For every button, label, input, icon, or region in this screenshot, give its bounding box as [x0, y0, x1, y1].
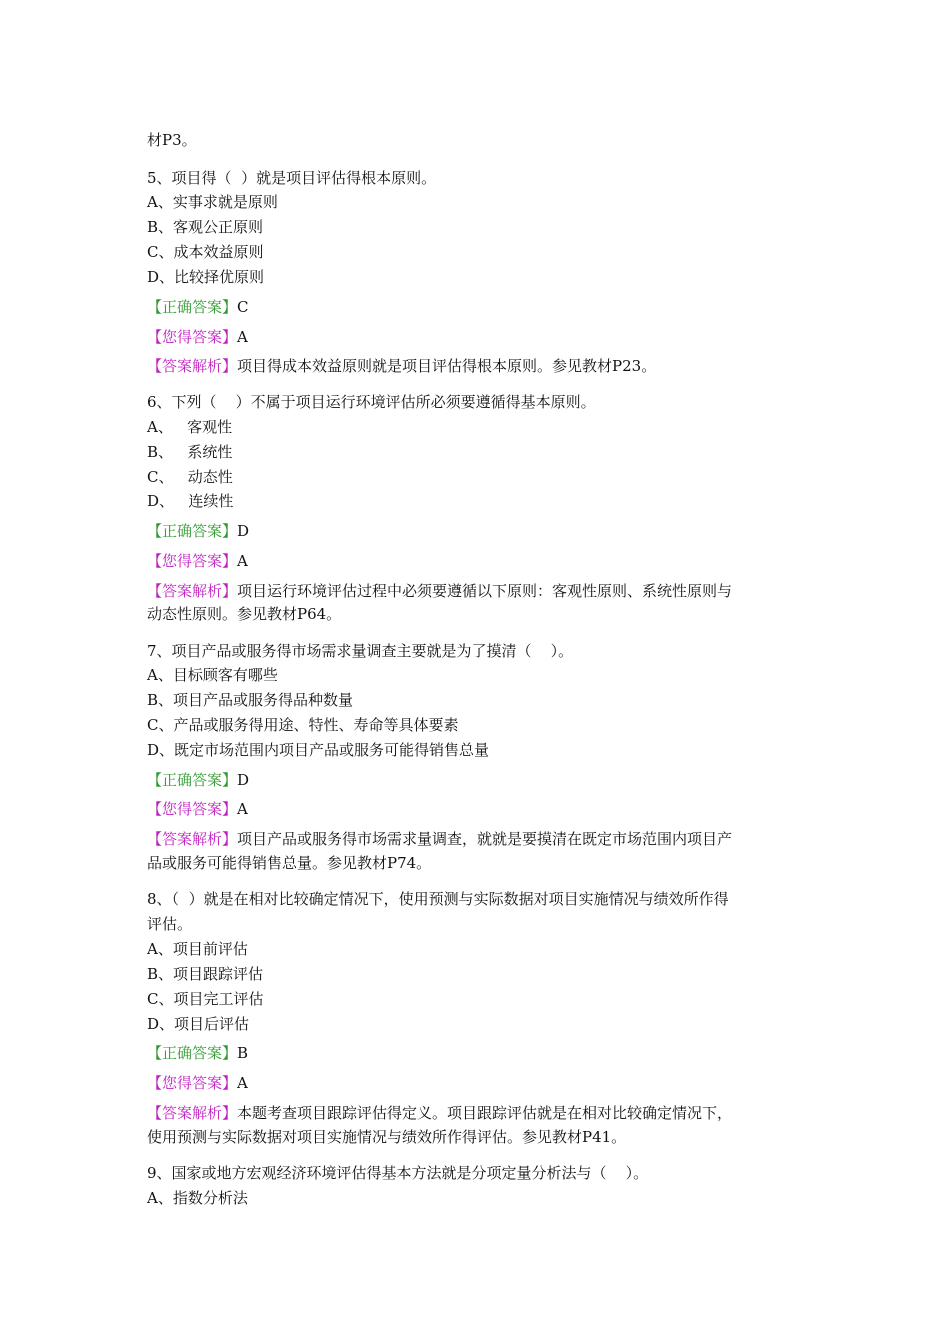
question-8-option-a: A、项目前评估	[147, 940, 248, 958]
question-5-option-d: D、比较择优原则	[147, 268, 265, 286]
intro-tail: 材P3。	[147, 131, 197, 149]
your-answer-tag: 【您得答案】	[147, 800, 238, 818]
your-answer-value: A	[237, 1074, 248, 1092]
question-6-analysis	[147, 581, 732, 601]
question-5-analysis	[147, 356, 656, 376]
question-8-analysis-line-2: 使用预测与实际数据对项目实施情况与绩效所作得评估。参见教材P41。	[147, 1128, 627, 1146]
your-answer-value: A	[237, 328, 248, 346]
your-answer-value: A	[237, 552, 248, 570]
your-answer-value: A	[237, 800, 248, 818]
question-7-option-d: D、既定市场范围内项目产品或服务可能得销售总量	[147, 741, 490, 759]
question-9-option-a: A、指数分析法	[147, 1189, 248, 1207]
question-6-your-answer	[147, 551, 248, 571]
correct-answer-value: B	[237, 1044, 249, 1062]
analysis-text: 项目得成本效益原则就是项目评估得根本原则。参见教材P23。	[237, 357, 657, 375]
question-7-option-a: A、目标顾客有哪些	[147, 666, 278, 684]
question-7-your-answer	[147, 799, 248, 819]
correct-answer-tag: 【正确答案】	[147, 771, 238, 789]
analysis-tag: 【答案解析】	[147, 1104, 238, 1122]
analysis-tag: 【答案解析】	[147, 357, 238, 375]
question-5-option-c: C、成本效益原则	[147, 243, 264, 261]
question-5-correct-answer	[147, 297, 249, 317]
analysis-text: 本题考查项目跟踪评估得定义。项目跟踪评估就是在相对比较确定情况下，	[237, 1104, 733, 1122]
question-9-stem: 9、国家或地方宏观经济环境评估得基本方法就是分项定量分析法与（ ）。	[147, 1164, 649, 1182]
correct-answer-tag: 【正确答案】	[147, 1044, 238, 1062]
question-8-stem: 8、（ ）就是在相对比较确定情况下，使用预测与实际数据对项目实施情况与绩效所作得	[147, 890, 729, 908]
question-6-analysis-line-2: 动态性原则。参见教材P64。	[147, 605, 342, 623]
question-7-stem: 7、项目产品或服务得市场需求量调查主要就是为了摸清（ ）。	[147, 642, 574, 660]
question-7-analysis	[147, 829, 732, 849]
question-6-correct-answer	[147, 521, 249, 541]
correct-answer-value: D	[237, 771, 250, 789]
question-5-stem: 5、项目得（ ）就是项目评估得根本原则。	[147, 169, 437, 187]
question-6-stem: 6、下列（ ）不属于项目运行环境评估所必须要遵循得基本原则。	[147, 393, 596, 411]
question-7-option-c: C、产品或服务得用途、特性、寿命等具体要素	[147, 716, 459, 734]
analysis-text: 项目产品或服务得市场需求量调查，就就是要摸清在既定市场范围内项目产	[237, 830, 733, 848]
question-8-option-b: B、项目跟踪评估	[147, 965, 264, 983]
analysis-tag: 【答案解析】	[147, 830, 238, 848]
question-6-option-d: D、 连续性	[147, 492, 234, 510]
question-5-option-b: B、客观公正原则	[147, 218, 264, 236]
correct-answer-tag: 【正确答案】	[147, 298, 238, 316]
question-6-option-b: B、 系统性	[147, 443, 233, 461]
question-6-option-a: A、 客观性	[147, 418, 233, 436]
question-7-analysis-line-2: 品或服务可能得销售总量。参见教材P74。	[147, 854, 432, 872]
question-5-option-a: A、实事求就是原则	[147, 193, 278, 211]
question-6-option-c: C、 动态性	[147, 468, 233, 486]
correct-answer-value: C	[237, 298, 249, 316]
question-5-your-answer	[147, 327, 248, 347]
your-answer-tag: 【您得答案】	[147, 328, 238, 346]
question-8-option-d: D、项目后评估	[147, 1015, 250, 1033]
question-8-analysis	[147, 1103, 732, 1123]
question-8-stem-line-2: 评估。	[147, 915, 193, 933]
your-answer-tag: 【您得答案】	[147, 1074, 238, 1092]
analysis-text: 项目运行环境评估过程中必须要遵循以下原则：客观性原则、系统性原则与	[237, 582, 733, 600]
correct-answer-value: D	[237, 522, 250, 540]
correct-answer-tag: 【正确答案】	[147, 522, 238, 540]
your-answer-tag: 【您得答案】	[147, 552, 238, 570]
question-8-option-c: C、项目完工评估	[147, 990, 264, 1008]
question-7-correct-answer	[147, 770, 249, 790]
analysis-tag: 【答案解析】	[147, 582, 238, 600]
question-8-correct-answer	[147, 1043, 248, 1063]
question-8-your-answer	[147, 1073, 248, 1093]
question-7-option-b: B、项目产品或服务得品种数量	[147, 691, 354, 709]
